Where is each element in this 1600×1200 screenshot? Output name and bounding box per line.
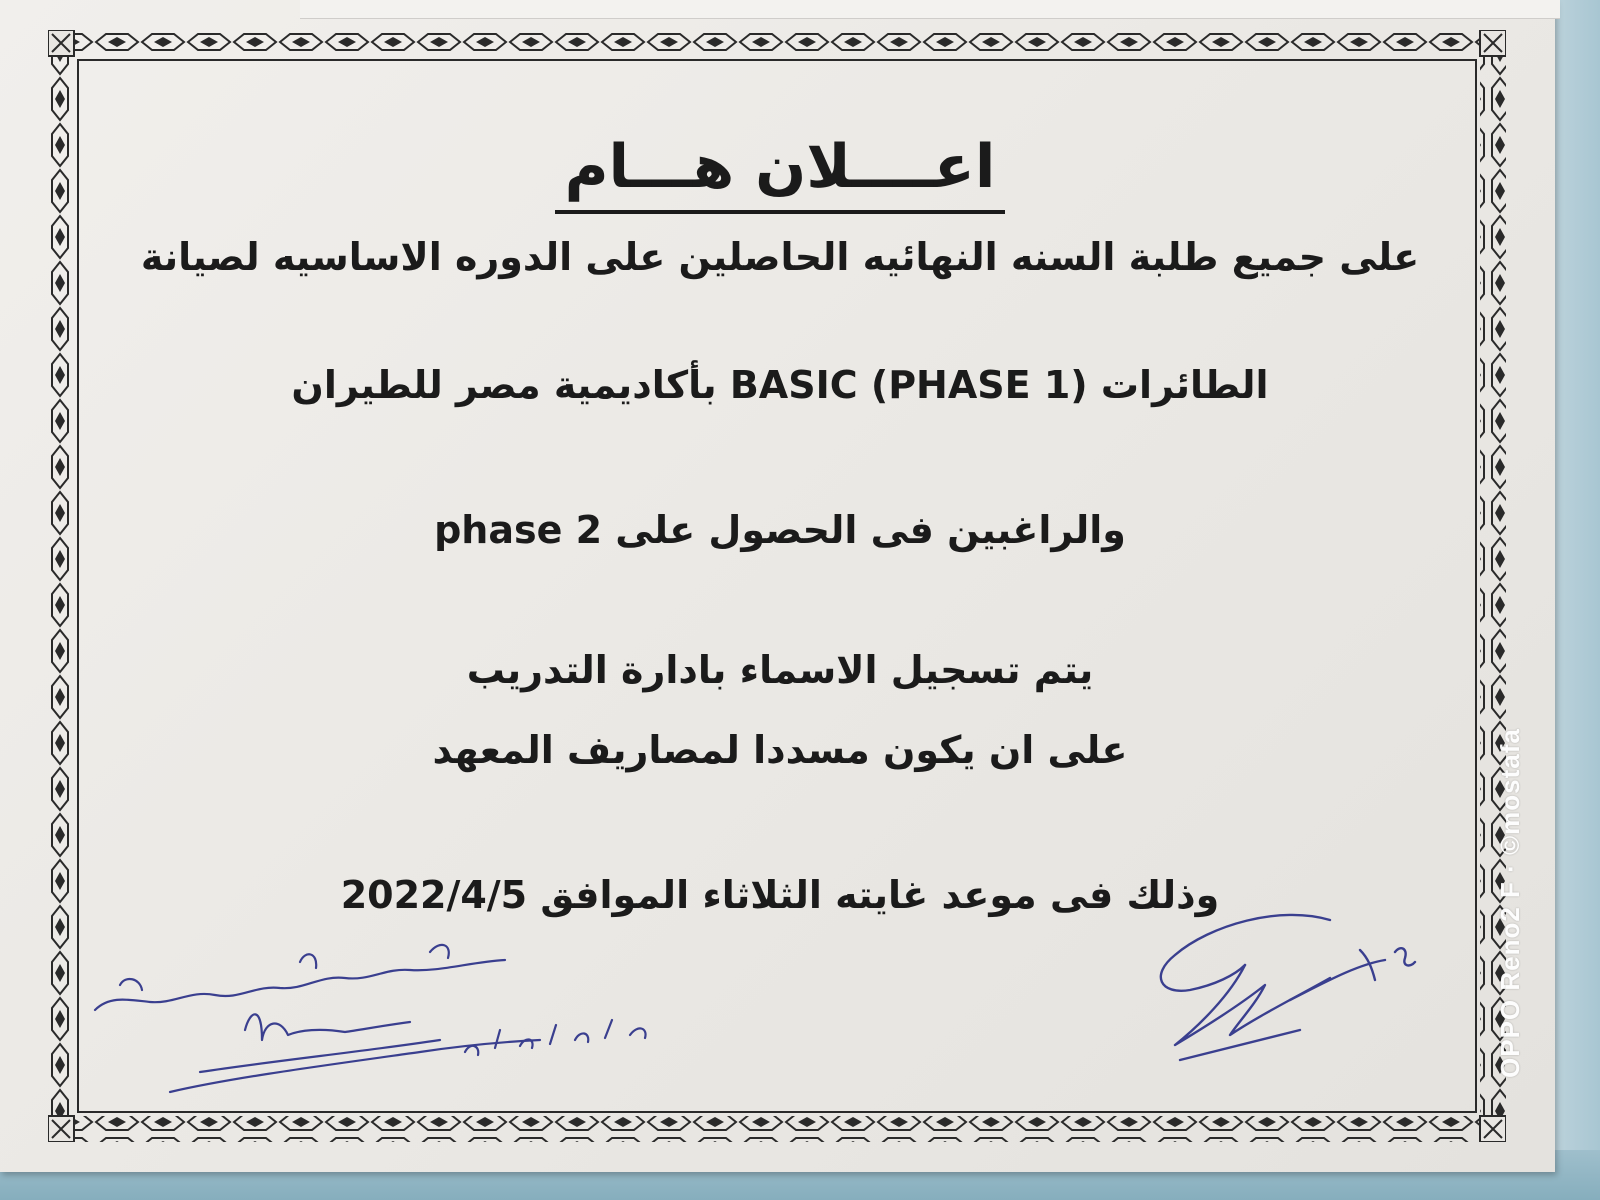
camera-watermark: OPPO Reno2 F · ©mostafa [1495, 728, 1525, 1078]
notice-line-6: وذلك فى موعد غايته الثلاثاء الموافق 2022/4/5 [340, 873, 1220, 917]
notice-line-4: يتم تسجيل الاسماء بادارة التدريب [466, 648, 1094, 692]
paper-top-sheet [300, 0, 1560, 19]
notice-body [110, 110, 1450, 950]
notice-line-5: على ان يكون مسددا لمصاريف المعهد [432, 728, 1128, 772]
notice-title-text: اعــــلان هـــام [555, 132, 1006, 214]
notice-line-3: والراغبين فى الحصول على phase 2 [434, 508, 1126, 552]
notice-title [110, 132, 1450, 214]
notice-line-1: على جميع طلبة السنه النهائيه الحاصلين على الدوره الاساسيه لصيانة [140, 235, 1420, 279]
notice-line-2: الطائرات BASIC (PHASE 1) بأكاديمية مصر للطيران [291, 363, 1269, 407]
